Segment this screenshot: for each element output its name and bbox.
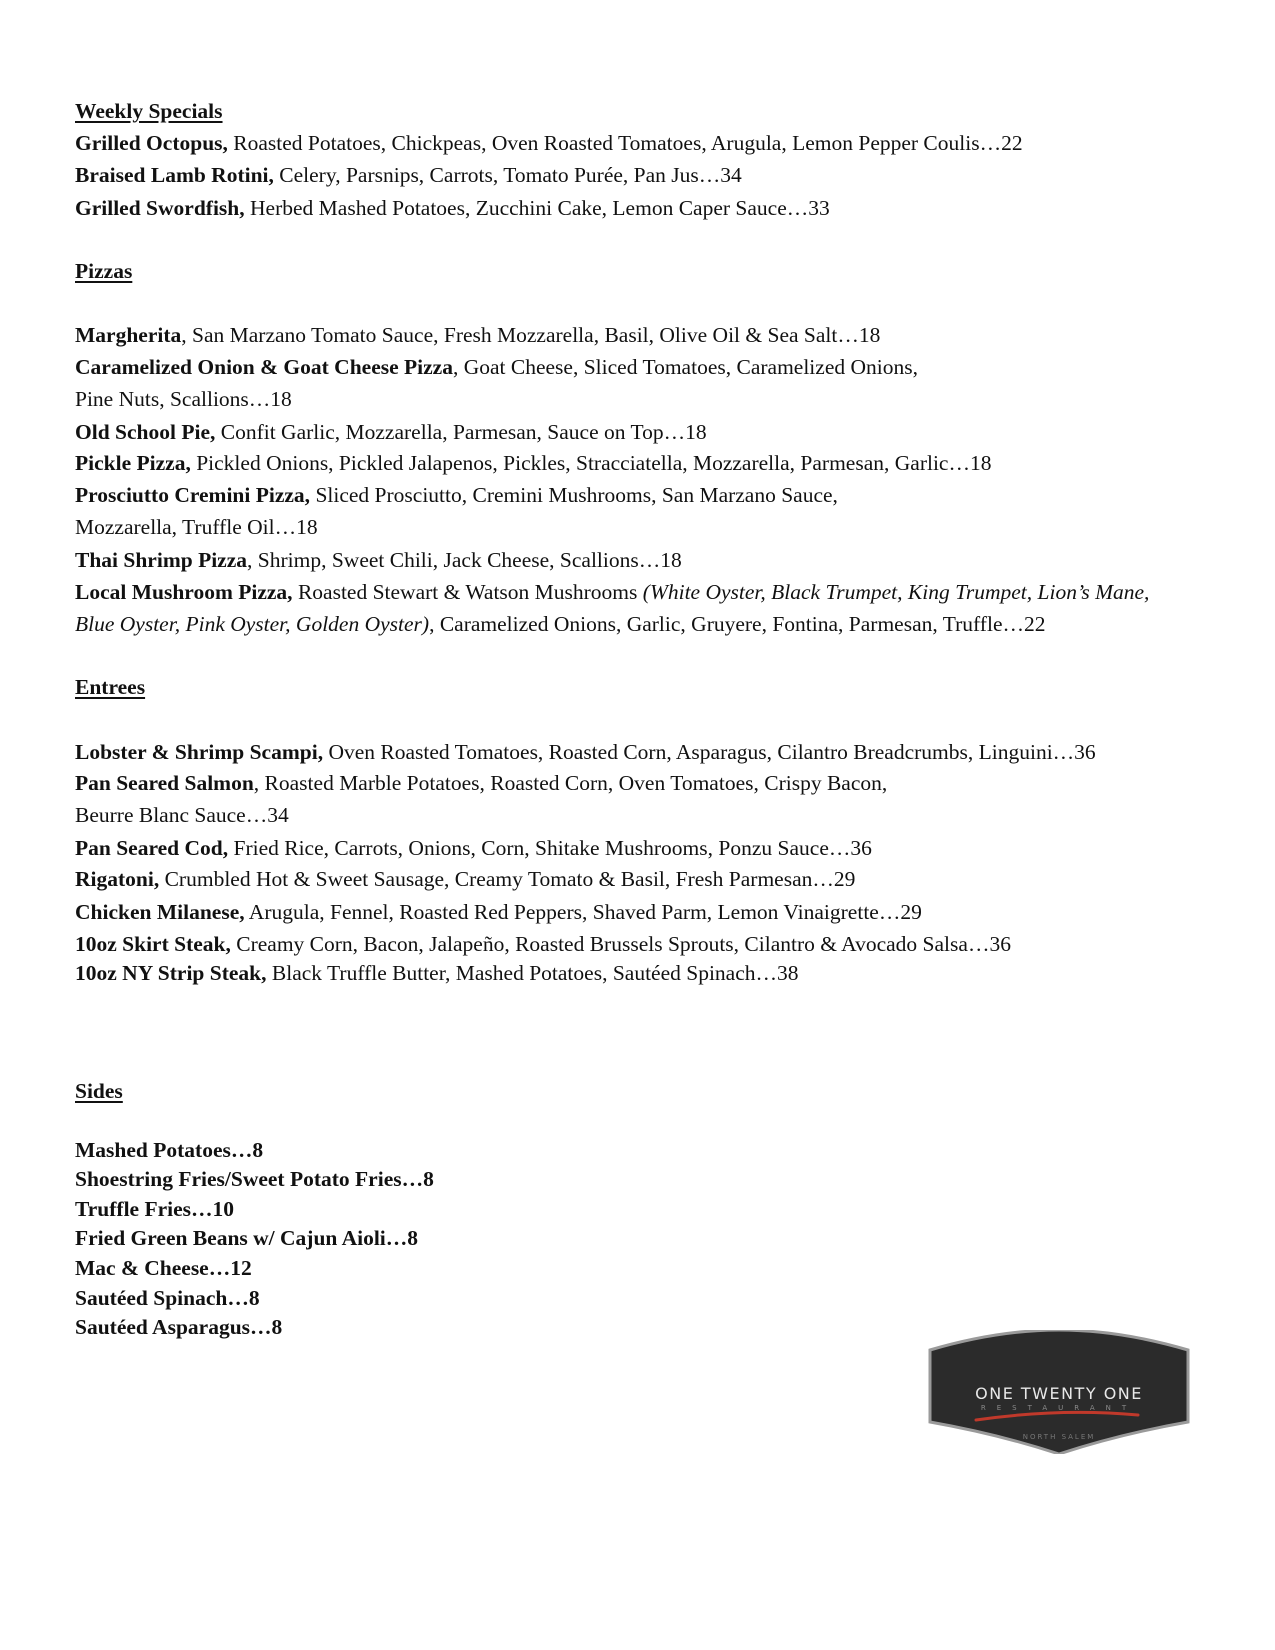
side-item-sauteed-asparagus: Sautéed Asparagus…8	[75, 1315, 283, 1339]
item-name: Prosciutto Cremini Pizza,	[75, 483, 311, 507]
item-mushroom-varieties: (White Oyster, Black Trumpet, King Trumpet, Lion’s Mane,	[642, 580, 1150, 604]
item-name: Caramelized Onion & Goat Cheese Pizza	[75, 355, 453, 379]
item-name: 10oz Skirt Steak,	[75, 932, 231, 956]
menu-item-margherita	[75, 320, 880, 350]
menu-item-prosciutto-cremini-pizza	[75, 480, 838, 510]
menu-item-pan-seared-cod	[75, 833, 872, 863]
menu-item-thai-shrimp-pizza	[75, 545, 682, 575]
item-name: Thai Shrimp Pizza	[75, 548, 248, 572]
item-description-continued	[75, 609, 1045, 639]
logo-location: NORTH SALEM	[1022, 1433, 1096, 1441]
item-name: Braised Lamb Rotini,	[75, 163, 274, 187]
item-name: Local Mushroom Pizza,	[75, 580, 293, 604]
item-name: 10oz NY Strip Steak,	[75, 961, 267, 985]
item-description-continued: Mozzarella, Truffle Oil…18	[75, 515, 318, 539]
menu-item-caramelized-onion-goat-cheese-pizza	[75, 352, 918, 382]
item-name: Old School Pie,	[75, 420, 216, 444]
side-item-sauteed-spinach: Sautéed Spinach…8	[75, 1286, 260, 1310]
item-description: Black Truffle Butter, Mashed Potatoes, Sautéed Spinach…38	[266, 961, 799, 985]
menu-item-grilled-swordfish	[75, 193, 830, 223]
item-description: Confit Garlic, Mozzarella, Parmesan, Sauce on Top…18	[215, 420, 707, 444]
pizzas-heading: Pizzas	[75, 259, 133, 283]
menu-item-ny-strip-steak	[75, 958, 799, 988]
menu-item-braised-lamb-rotini	[75, 160, 742, 190]
item-name: Grilled Swordfish,	[75, 196, 245, 220]
item-name: Rigatoni,	[75, 867, 160, 891]
menu-item-chicken-milanese	[75, 897, 922, 927]
side-item-shoestring-fries: Shoestring Fries/Sweet Potato Fries…8	[75, 1167, 434, 1191]
weekly-specials-heading: Weekly Specials	[75, 99, 223, 123]
item-description: , Caramelized Onions, Garlic, Gruyere, Fontina, Parmesan, Truffle…22	[429, 612, 1046, 636]
item-description-continued: Pine Nuts, Scallions…18	[75, 387, 292, 411]
menu-item-pickle-pizza	[75, 448, 991, 478]
item-description: Creamy Corn, Bacon, Jalapeño, Roasted Brussels Sprouts, Cilantro & Avocado Salsa…36	[230, 932, 1011, 956]
side-item-mac-and-cheese: Mac & Cheese…12	[75, 1256, 252, 1280]
item-name: Margherita	[75, 323, 182, 347]
menu-item-rigatoni	[75, 864, 855, 894]
item-description: Crumbled Hot & Sweet Sausage, Creamy Tomato & Basil, Fresh Parmesan…29	[159, 867, 856, 891]
item-name: Lobster & Shrimp Scampi,	[75, 740, 324, 764]
item-description: , Goat Cheese, Sliced Tomatoes, Caramelized Onions,	[452, 355, 918, 379]
item-mushroom-varieties: Blue Oyster, Pink Oyster, Golden Oyster)	[75, 612, 430, 636]
side-item-truffle-fries: Truffle Fries…10	[75, 1197, 235, 1221]
menu-item-old-school-pie	[75, 417, 707, 447]
menu-item-skirt-steak	[75, 929, 1011, 959]
item-description: Arugula, Fennel, Roasted Red Peppers, Shaved Parm, Lemon Vinaigrette…29	[244, 900, 922, 924]
menu-item-pan-seared-salmon	[75, 768, 887, 798]
side-item-fried-green-beans: Fried Green Beans w/ Cajun Aioli…8	[75, 1226, 419, 1250]
item-description: , Roasted Marble Potatoes, Roasted Corn, Oven Tomatoes, Crispy Bacon,	[253, 771, 888, 795]
item-description: Pickled Onions, Pickled Jalapenos, Pickles, Stracciatella, Mozzarella, Parmesan, Garlic…18	[190, 451, 992, 475]
item-name: Pan Seared Salmon	[75, 771, 254, 795]
item-description: Fried Rice, Carrots, Onions, Corn, Shitake Mushrooms, Ponzu Sauce…36	[228, 836, 872, 860]
item-description: , San Marzano Tomato Sauce, Fresh Mozzarella, Basil, Olive Oil & Sea Salt…18	[181, 323, 881, 347]
item-description: Roasted Potatoes, Chickpeas, Oven Roasted Tomatoes, Arugula, Lemon Pepper Coulis…22	[227, 131, 1023, 155]
side-item-mashed-potatoes: Mashed Potatoes…8	[75, 1138, 264, 1162]
item-description: Oven Roasted Tomatoes, Roasted Corn, Asparagus, Cilantro Breadcrumbs, Linguini…36	[323, 740, 1096, 764]
item-description: Roasted Stewart & Watson Mushrooms	[292, 580, 643, 604]
item-description: , Shrimp, Sweet Chili, Jack Cheese, Scallions…18	[247, 548, 682, 572]
item-name: Chicken Milanese,	[75, 900, 245, 924]
menu-item-local-mushroom-pizza	[75, 577, 1149, 607]
restaurant-logo	[928, 1330, 1190, 1454]
item-description: Sliced Prosciutto, Cremini Mushrooms, San Marzano Sauce,	[310, 483, 838, 507]
item-description: Herbed Mashed Potatoes, Zucchini Cake, Lemon Caper Sauce…33	[244, 196, 830, 220]
logo-title: ONE TWENTY ONE	[975, 1384, 1143, 1403]
item-description-continued: Beurre Blanc Sauce…34	[75, 803, 289, 827]
menu-item-lobster-shrimp-scampi	[75, 737, 1096, 767]
sides-heading: Sides	[75, 1079, 123, 1103]
item-name: Pan Seared Cod,	[75, 836, 229, 860]
entrees-heading: Entrees	[75, 675, 146, 699]
item-description: Celery, Parsnips, Carrots, Tomato Purée, Pan Jus…34	[273, 163, 742, 187]
item-name: Pickle Pizza,	[75, 451, 191, 475]
logo-subtitle: RESTAURANT	[980, 1404, 1138, 1412]
menu-item-grilled-octopus	[75, 128, 1023, 158]
item-name: Grilled Octopus,	[75, 131, 228, 155]
